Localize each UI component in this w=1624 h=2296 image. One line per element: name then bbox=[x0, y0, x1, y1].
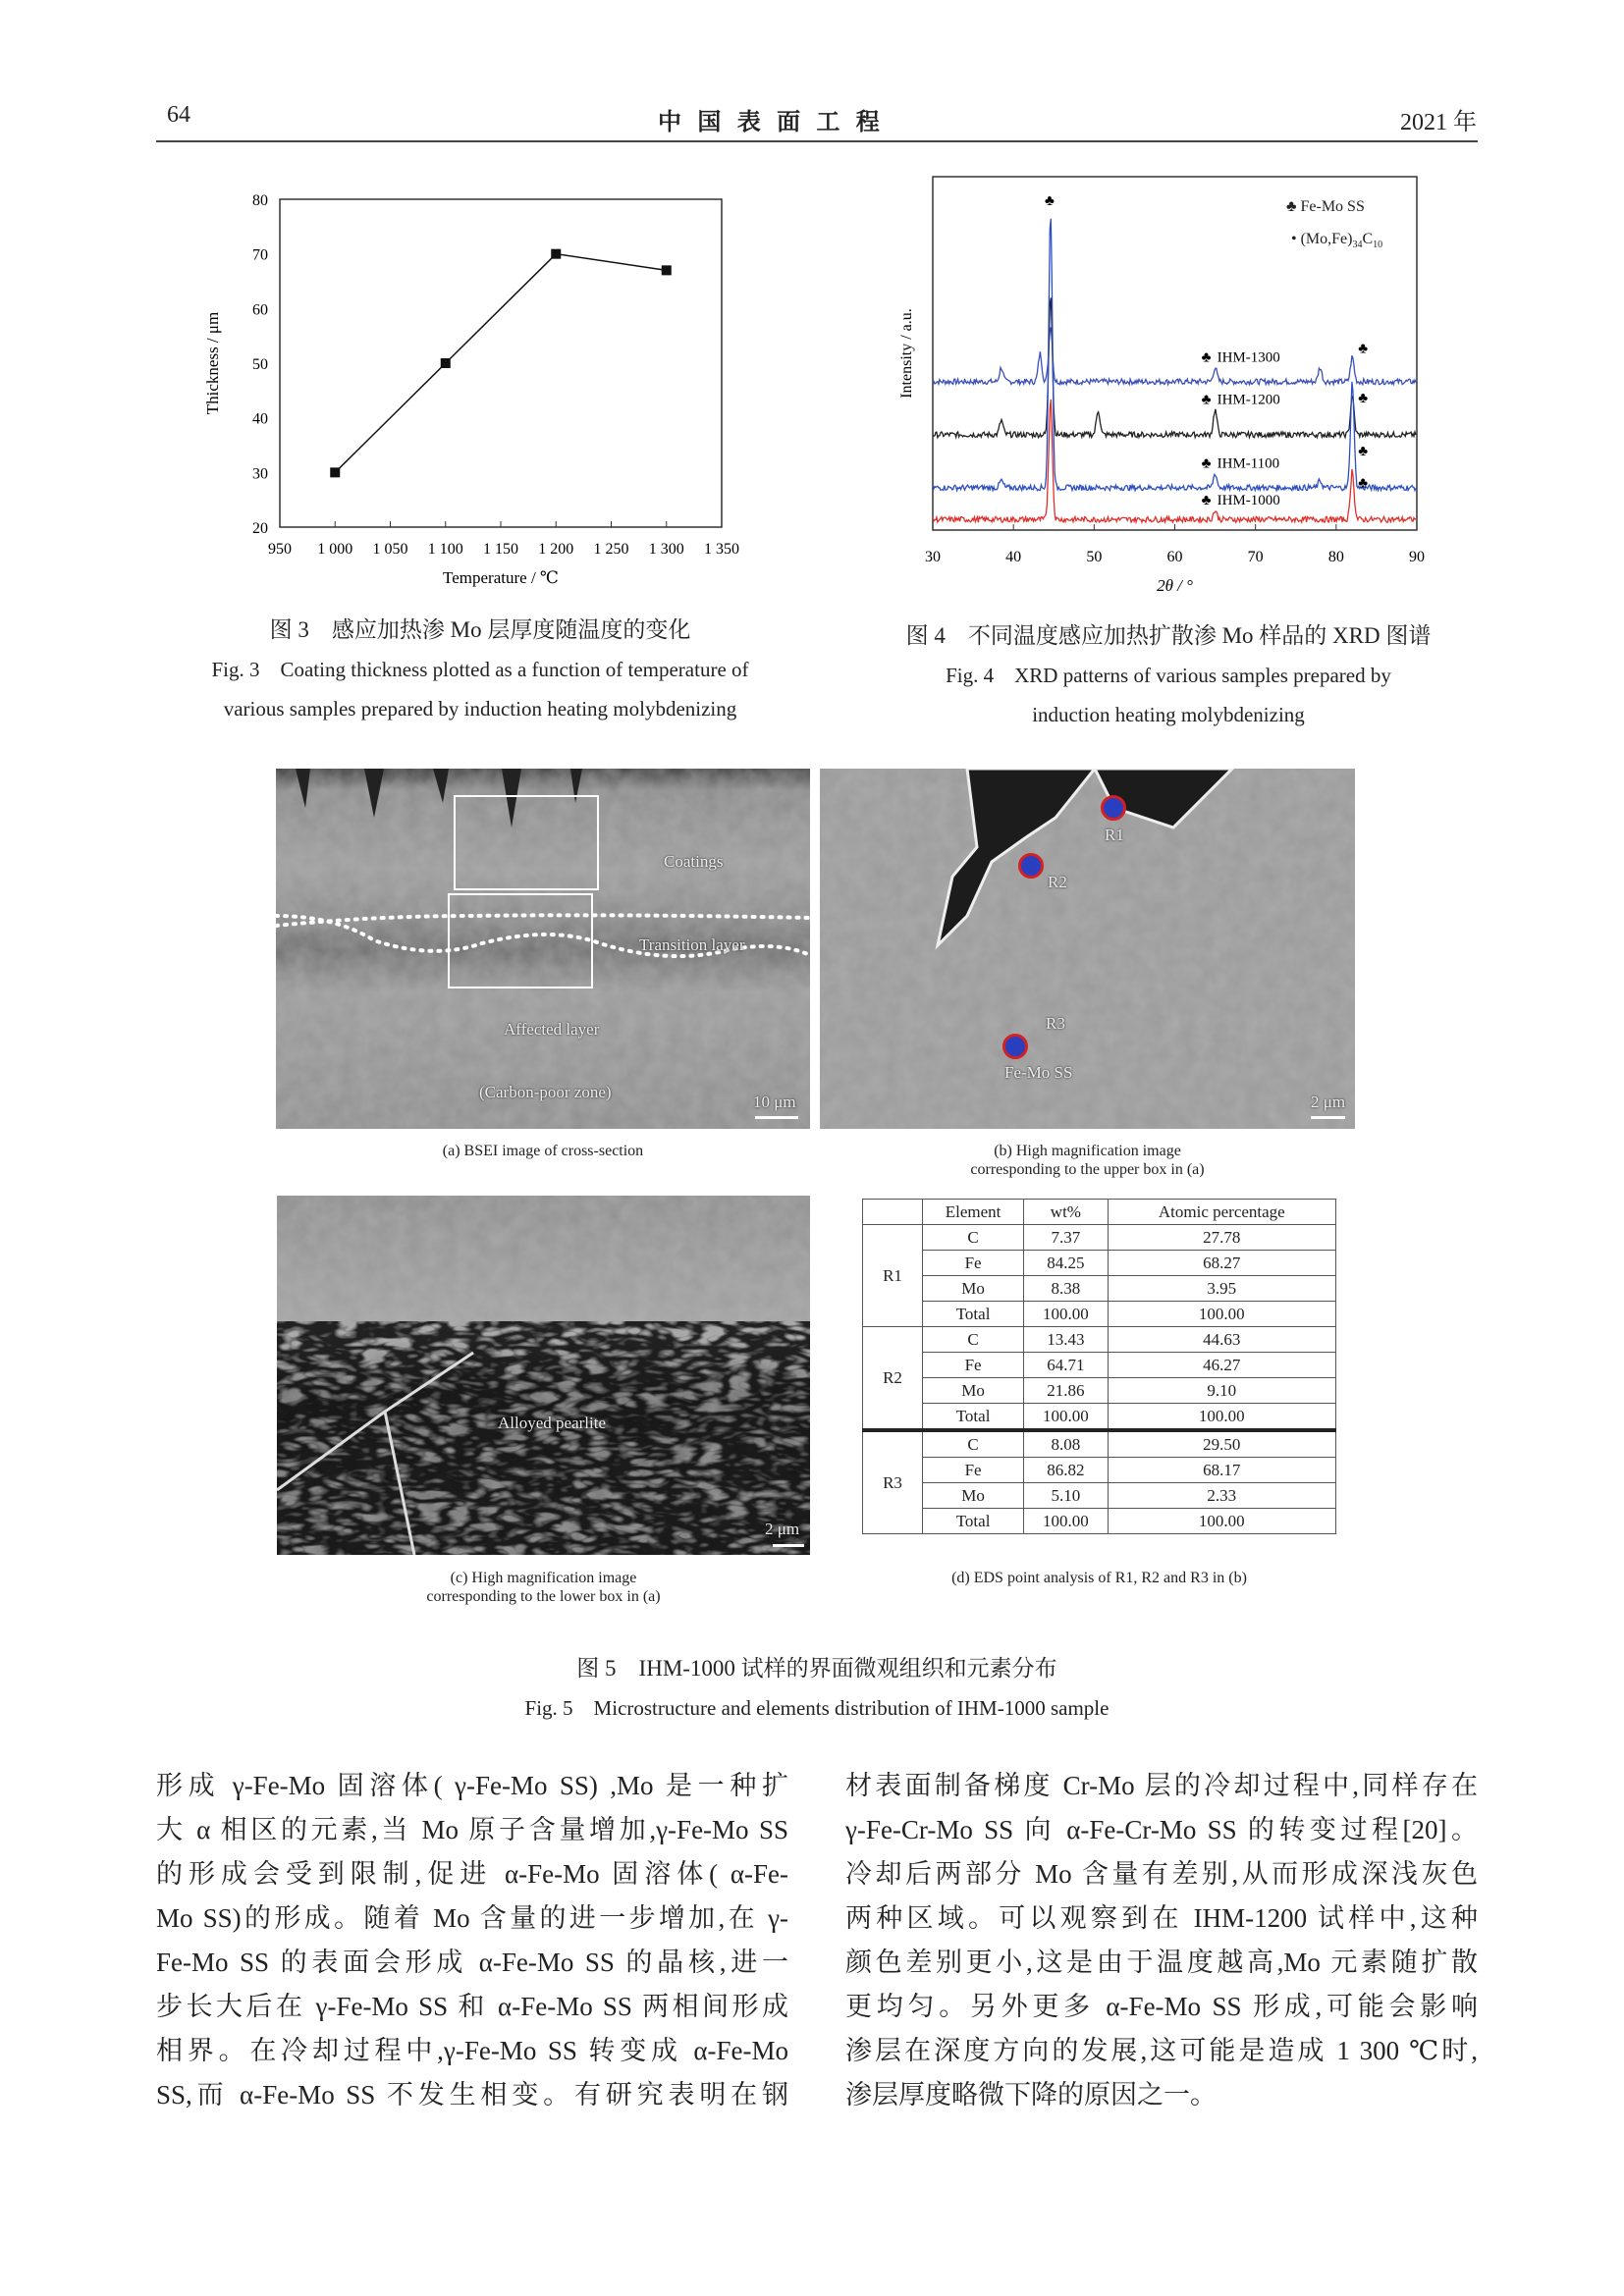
body-column-left bbox=[156, 1764, 788, 2117]
table-row bbox=[863, 1483, 1336, 1509]
xrd-series-line bbox=[933, 219, 1416, 491]
text-line: Fe-Mo SS 的表面会形成 α-Fe-Mo SS 的晶核,进一 bbox=[156, 1948, 788, 1977]
x-tick-label: 1 200 bbox=[538, 541, 574, 558]
data-line bbox=[335, 254, 667, 473]
table-cell: Mo bbox=[923, 1378, 1024, 1404]
table-row bbox=[863, 1430, 1336, 1458]
x-tick-label: 1 350 bbox=[704, 541, 739, 558]
xrd-series-label: IHM-1300 bbox=[1217, 349, 1280, 366]
table-row bbox=[863, 1404, 1336, 1431]
table-row bbox=[863, 1378, 1336, 1404]
table-cell: Total bbox=[923, 1509, 1024, 1534]
point-marker-r3 bbox=[1002, 1034, 1028, 1059]
text-line: γ-Fe-Cr-Mo SS 向 α-Fe-Cr-Mo SS 的转变过程[20]。 bbox=[845, 1815, 1478, 1844]
scale-bar-label: 2 μm bbox=[765, 1520, 800, 1538]
fig5-caption bbox=[156, 1649, 1478, 1728]
data-point bbox=[441, 358, 451, 368]
fe-mo-ss-marker: ♣ bbox=[1358, 444, 1369, 459]
y-tick-label: 30 bbox=[252, 465, 268, 483]
xrd-series-label: IHM-1100 bbox=[1217, 455, 1280, 472]
table-cell: 84.25 bbox=[1024, 1251, 1108, 1276]
table-row bbox=[863, 1302, 1336, 1327]
fe-mo-ss-marker: ♣ bbox=[1044, 192, 1055, 209]
x-axis-label: 2θ / ° bbox=[1157, 576, 1193, 595]
table-cell: Mo bbox=[923, 1483, 1024, 1509]
table-cell: C bbox=[923, 1225, 1024, 1251]
table-cell: Total bbox=[923, 1404, 1024, 1431]
plot-frame bbox=[280, 199, 722, 527]
table-cell: 100.00 bbox=[1024, 1509, 1108, 1534]
fe-mo-ss-marker: ♣ bbox=[1201, 493, 1212, 509]
table-cell: 68.27 bbox=[1108, 1251, 1335, 1276]
x-tick-label: 50 bbox=[1086, 549, 1103, 565]
table-cell: 44.63 bbox=[1108, 1327, 1335, 1353]
journal-title: 中 国 表 面 工 程 bbox=[658, 108, 884, 135]
xrd-series-line bbox=[933, 327, 1416, 384]
data-point bbox=[551, 249, 561, 259]
table-cell: 100.00 bbox=[1108, 1509, 1335, 1534]
table-cell: 8.38 bbox=[1024, 1276, 1108, 1302]
x-tick-label: 950 bbox=[268, 541, 292, 558]
fe-mo-ss-marker: ♣ bbox=[1201, 455, 1212, 472]
fig3-caption bbox=[156, 611, 804, 728]
text-line: SS,而 α-Fe-Mo SS 不发生相变。有研究表明在钢 bbox=[156, 2080, 788, 2109]
xrd-series-label: IHM-1000 bbox=[1217, 493, 1280, 509]
label-r2: R2 bbox=[1048, 873, 1067, 891]
scale-bar-label: 2 μm bbox=[1311, 1093, 1346, 1111]
text-line: 更均匀。另外更多 α-Fe-Mo SS 形成,可能会影响 bbox=[845, 1992, 1478, 2021]
table-cell: 8.08 bbox=[1024, 1430, 1108, 1458]
x-axis-label: Temperature / ℃ bbox=[443, 568, 559, 587]
table-cell: 2.33 bbox=[1108, 1483, 1335, 1509]
high-mag-upper-image bbox=[820, 769, 1355, 1129]
legend-fe-mo-ss: ♣ Fe-Mo SS bbox=[1286, 198, 1365, 215]
x-tick-label: 70 bbox=[1247, 549, 1264, 565]
label-carbon-poor-zone: (Carbon-poor zone) bbox=[479, 1083, 612, 1101]
fe-mo-ss-marker: ♣ bbox=[1201, 392, 1212, 408]
y-axis-label: Thickness / μm bbox=[203, 311, 222, 415]
x-tick-label: 30 bbox=[925, 549, 941, 565]
table-cell: 100.00 bbox=[1108, 1404, 1335, 1431]
table-cell: Total bbox=[923, 1302, 1024, 1327]
table-row bbox=[863, 1458, 1336, 1483]
table-cell: 100.00 bbox=[1108, 1302, 1335, 1327]
table-cell: 100.00 bbox=[1024, 1302, 1108, 1327]
data-point bbox=[330, 467, 340, 477]
text-line: 的形成会受到限制,促进 α-Fe-Mo 固溶体( α-Fe- bbox=[156, 1859, 788, 1889]
label-coatings: Coatings bbox=[664, 852, 724, 871]
x-tick-label: 1 100 bbox=[427, 541, 463, 558]
point-marker-r2 bbox=[1018, 853, 1044, 879]
label-transition-layer: Transition layer bbox=[639, 935, 745, 954]
label-r3: R3 bbox=[1046, 1014, 1065, 1033]
x-tick-label: 1 300 bbox=[648, 541, 684, 558]
text-line: 形成 γ-Fe-Mo 固溶体( γ-Fe-Mo SS) ,Mo 是一种扩 bbox=[156, 1771, 788, 1800]
text-line: 两种区域。可以观察到在 IHM-1200 试样中,这种 bbox=[845, 1903, 1478, 1933]
fig4-caption-en-2: induction heating molybdenizing bbox=[1032, 703, 1305, 726]
fig5d-caption: (d) EDS point analysis of R1, R2 and R3 in (b) bbox=[951, 1570, 1247, 1586]
table-row bbox=[863, 1509, 1336, 1534]
scale-bar-label: 10 μm bbox=[753, 1093, 796, 1111]
x-tick-label: 80 bbox=[1327, 549, 1344, 565]
x-tick-label: 1 250 bbox=[593, 541, 629, 558]
xrd-series-label: IHM-1200 bbox=[1217, 392, 1280, 408]
table-cell: Fe bbox=[923, 1458, 1024, 1483]
point-marker-r1 bbox=[1101, 795, 1126, 821]
table-cell: 68.17 bbox=[1108, 1458, 1335, 1483]
fe-mo-ss-marker: ♣ bbox=[1358, 341, 1369, 357]
y-tick-label: 80 bbox=[252, 192, 268, 209]
table-cell: 64.71 bbox=[1024, 1353, 1108, 1378]
group-label: R2 bbox=[863, 1327, 923, 1431]
y-tick-label: 40 bbox=[252, 410, 268, 428]
table-row bbox=[863, 1327, 1336, 1353]
y-tick-label: 60 bbox=[252, 301, 268, 319]
bsei-cross-section-image bbox=[276, 769, 810, 1129]
fig5c-caption: (c) High magnification image corresponding to the lower box in (a) bbox=[426, 1570, 661, 1605]
fig5a-caption: (a) BSEI image of cross-section bbox=[442, 1143, 644, 1159]
label-affected-layer: Affected layer bbox=[504, 1020, 600, 1039]
fig5b-caption: (b) High magnification image corresponding to the upper box in (a) bbox=[970, 1143, 1205, 1178]
table-cell: 29.50 bbox=[1108, 1430, 1335, 1458]
x-tick-label: 1 150 bbox=[483, 541, 518, 558]
x-tick-label: 60 bbox=[1166, 549, 1183, 565]
fig3-caption-en-1: Fig. 3 Coating thickness plotted as a function of temperature of bbox=[211, 658, 749, 681]
y-tick-label: 70 bbox=[252, 246, 268, 264]
fig4-caption-en-1: Fig. 4 XRD patterns of various samples prepared by bbox=[946, 664, 1391, 687]
xrd-series-line bbox=[933, 297, 1416, 437]
fig4-caption bbox=[854, 616, 1483, 734]
plot-frame bbox=[933, 177, 1417, 530]
fig3-caption-cn: 图 3 感应加热渗 Mo 层厚度随温度的变化 bbox=[269, 617, 691, 642]
table-row bbox=[863, 1251, 1336, 1276]
fig3-caption-en-2: various samples prepared by induction heating molybdenizing bbox=[223, 697, 737, 721]
y-axis-label: Intensity / a.u. bbox=[898, 308, 915, 399]
year: 2021 年 bbox=[1400, 110, 1477, 135]
table-cell: 7.37 bbox=[1024, 1225, 1108, 1251]
text-line: 颜色差别更小,这是由于温度越高,Mo 元素随扩散 bbox=[845, 1948, 1478, 1977]
table-cell: 3.95 bbox=[1108, 1276, 1335, 1302]
table-cell: 100.00 bbox=[1024, 1404, 1108, 1431]
table-cell: C bbox=[923, 1327, 1024, 1353]
text-line: 渗层厚度略微下降的原因之一。 bbox=[845, 2080, 1217, 2109]
x-tick-label: 1 050 bbox=[372, 541, 408, 558]
y-tick-label: 50 bbox=[252, 356, 268, 373]
table-row bbox=[863, 1225, 1336, 1251]
fig5-caption-en: Fig. 5 Microstructure and elements distribution of IHM-1000 sample bbox=[524, 1696, 1110, 1720]
table-cell: Fe bbox=[923, 1251, 1024, 1276]
label-alloyed-pearlite: Alloyed pearlite bbox=[498, 1414, 606, 1432]
table-cell: 46.27 bbox=[1108, 1353, 1335, 1378]
table-cell: 86.82 bbox=[1024, 1458, 1108, 1483]
fe-mo-ss-marker: ♣ bbox=[1201, 349, 1212, 366]
fig4-caption-cn: 图 4 不同温度感应加热扩散渗 Mo 样品的 XRD 图谱 bbox=[905, 623, 1432, 648]
label-r1: R1 bbox=[1105, 826, 1124, 844]
header-rule bbox=[156, 140, 1478, 142]
table-cell: 5.10 bbox=[1024, 1483, 1108, 1509]
x-tick-label: 40 bbox=[1005, 549, 1022, 565]
eds-table bbox=[862, 1199, 1336, 1534]
body-column-right bbox=[845, 1764, 1478, 2117]
table-cell: 21.86 bbox=[1024, 1378, 1108, 1404]
text-line: 步长大后在 γ-Fe-Mo SS 和 α-Fe-Mo SS 两相间形成 bbox=[156, 1992, 788, 2021]
data-point bbox=[662, 265, 672, 275]
text-line: Mo SS)的形成。随着 Mo 含量的进一步增加,在 γ- bbox=[156, 1903, 788, 1933]
fig5-caption-cn: 图 5 IHM-1000 试样的界面微观组织和元素分布 bbox=[576, 1656, 1057, 1681]
table-cell: 27.78 bbox=[1108, 1225, 1335, 1251]
page-number: 64 bbox=[167, 102, 190, 128]
x-tick-label: 1 000 bbox=[317, 541, 353, 558]
label-fe-mo-ss: Fe-Mo SS bbox=[1004, 1063, 1073, 1082]
table-row bbox=[863, 1276, 1336, 1302]
text-line: 相界。在冷却过程中,γ-Fe-Mo SS 转变成 α-Fe-Mo bbox=[156, 2036, 788, 2065]
table-header-row: Element wt% Atomic percentage bbox=[863, 1200, 1336, 1225]
text-line: 大 α 相区的元素,当 Mo 原子含量增加,γ-Fe-Mo SS bbox=[156, 1815, 788, 1844]
table-row bbox=[863, 1353, 1336, 1378]
table-cell: C bbox=[923, 1430, 1024, 1458]
group-label: R3 bbox=[863, 1430, 923, 1534]
y-tick-label: 20 bbox=[252, 520, 268, 537]
fig3-chart bbox=[187, 177, 776, 609]
group-label: R1 bbox=[863, 1225, 923, 1327]
fe-mo-ss-marker: ♣ bbox=[1358, 475, 1369, 492]
x-tick-label: 90 bbox=[1409, 549, 1425, 565]
text-line: 冷却后两部分 Mo 含量有差别,从而形成深浅灰色 bbox=[845, 1859, 1478, 1889]
high-mag-lower-image bbox=[277, 1196, 810, 1555]
legend-carbide: • $(Mo,Fe)_{34}C_{10}$ bbox=[1291, 231, 1383, 251]
table-cell: Fe bbox=[923, 1353, 1024, 1378]
text-line: 渗层在深度方向的发展,这可能是造成 1 300 ℃时, bbox=[845, 2036, 1478, 2065]
table-cell: 9.10 bbox=[1108, 1378, 1335, 1404]
text-line: 材表面制备梯度 Cr-Mo 层的冷却过程中,同样存在 bbox=[845, 1771, 1478, 1800]
table-cell: Mo bbox=[923, 1276, 1024, 1302]
xrd-series-line bbox=[933, 400, 1416, 522]
fe-mo-ss-marker: ♣ bbox=[1358, 391, 1369, 406]
table-cell: 13.43 bbox=[1024, 1327, 1108, 1353]
